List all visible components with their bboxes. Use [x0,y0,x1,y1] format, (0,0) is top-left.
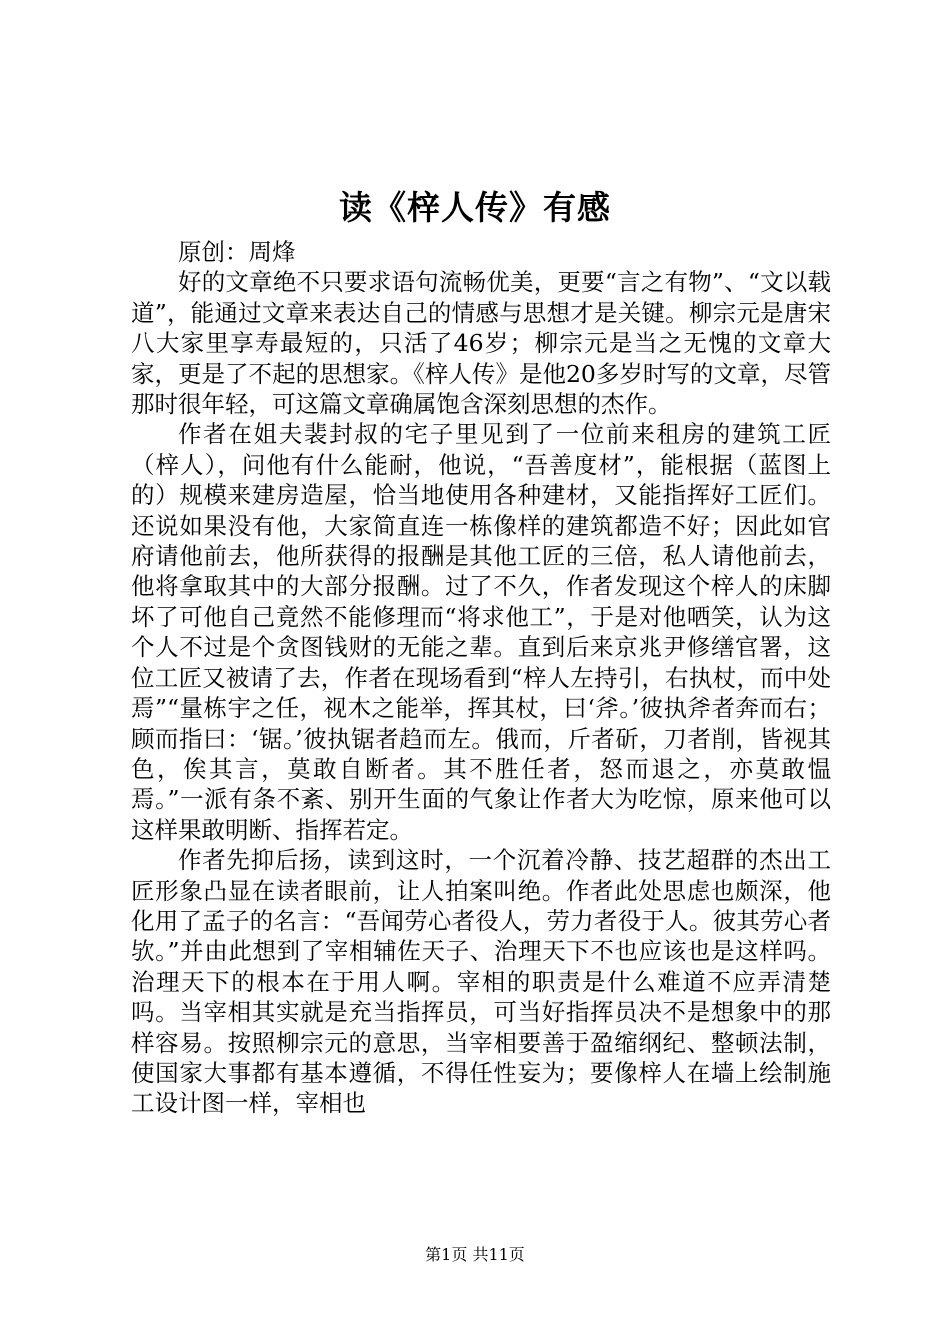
paragraph-2: 作者在姐夫裴封叔的宅子里见到了一位前来租房的建筑工匠（梓人），问他有什么能耐，他说，“吾善度材”，能根据（蓝图上的）规模来建房造屋，恰当地使用各种建材，又能指挥好工匠们。还说如果没有他，大家简直连一栋像样的建筑都造不好；因此如官府请他前去，他所获得的报酬是其他工匠的三倍，私人请他前去，他将拿取其中的大部分报酬。过了不久，作者发现这个梓人的床脚坏了可他自己竟然不能修理而“将求他工”，于是对他哂笑，认为这个人不过是个贪图钱财的无能之辈。直到后来京兆尹修缮官署，这位工匠又被请了去，作者在现场看到“梓人左持引，右执杖，而中处焉”“量栋宇之任，视木之能举，挥其杖，曰‘斧。’彼执斧者奔而右；顾而指曰：‘锯。’彼执锯者趋而左。俄而，斤者斫，刀者削，皆视其色，俟其言，莫敢自断者。其不胜任者，怒而退之，亦莫敢愠焉。”一派有条不紊、别开生面的气象让作者大为吃惊，原来他可以这样果敢明断、指挥若定。 [131,420,831,844]
document-body [131,237,831,1119]
author-line: 原创：周烽 [178,238,296,266]
paragraph-1: 好的文章绝不只要求语句流畅优美，更要“言之有物”、“文以载道”，能通过文章来表达自己的情感与思想才是关键。柳宗元是唐宋八大家里享寿最短的，只活了46岁；柳宗元是当之无愧的文章大家，更是了不起的思想家。《梓人传》是他20多岁时写的文章，尽管那时很年轻，可这篇文章确属饱含深刻思想的杰作。 [131,268,831,419]
page-footer: 第1页 共11页 [425,1245,525,1264]
document-title: 读《梓人传》有感 [339,188,611,227]
paragraph-3: 作者先抑后扬，读到这时，一个沉着冷静、技艺超群的杰出工匠形象凸显在读者眼前，让人拍案叫绝。作者此处思虑也颇深，他化用了孟子的名言：“吾闻劳心者役人，劳力者役于人。彼其劳心者欤。”并由此想到了宰相辅佐天子、治理天下不也应该也是这样吗。治理天下的根本在于用人啊。宰相的职责是什么难道不应弄清楚吗。当宰相其实就是充当指挥员，可当好指挥员决不是想象中的那样容易。按照柳宗元的意思，当宰相要善于盈缩纲纪、整顿法制，使国家大事都有基本遵循，不得任性妄为；要像梓人在墙上绘制施工设计图一样，宰相也 [131,846,831,1118]
